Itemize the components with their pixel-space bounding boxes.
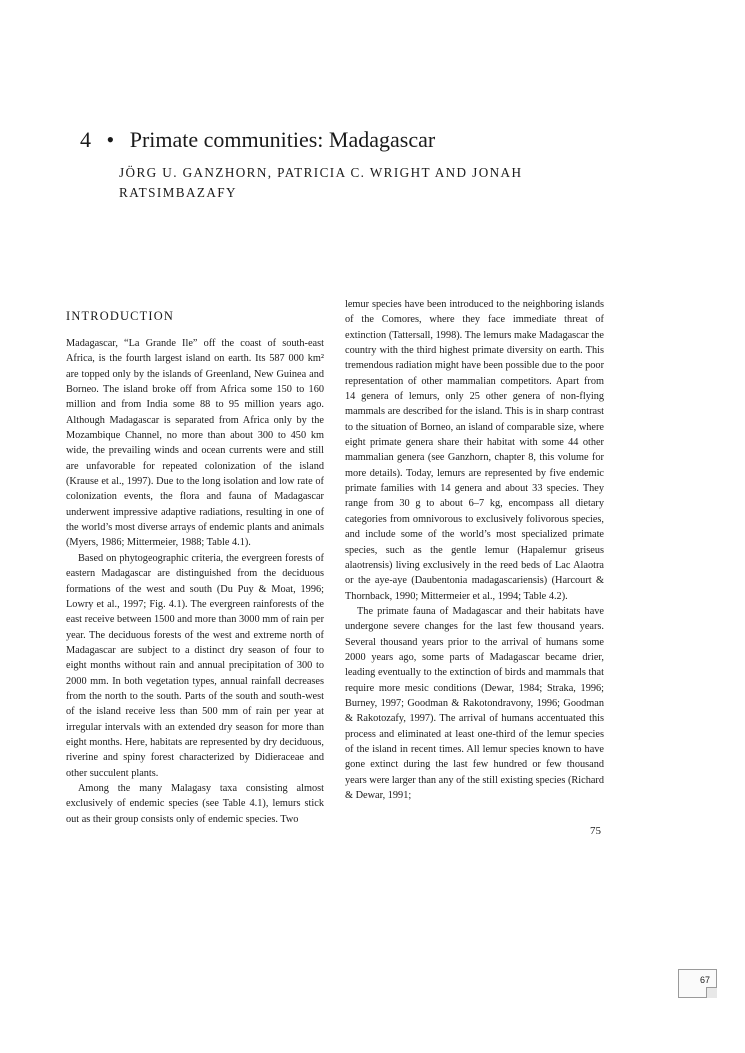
author-list: JÖRG U. GANZHORN, PATRICIA C. WRIGHT AND JONAH RATSIMBAZAFY xyxy=(119,165,523,200)
paragraph: Madagascar, “La Grande Ile” off the coast of south-east Africa, is the fourth largest island on earth. Its 587 000 km² are topped only by the islands of Greenland, New Guinea and Borneo. The island broke off from Africa some 150 to 160 million and from India some 88 to 95 million years ago. Although Madagascar is separated from Africa only by the Mozambique Channel, no more than about 300 to 450 km wide, the prevailing winds and ocean currents were and still are unfavorable for repeated colonization of the island (Krause et al., 1997). Due to the long isolation and low rate of colonization events, the flora and fauna of Madagascar underwent impressive adaptive radiations, resulting in one of the world’s most diverse arrays of endemic plants and animals (Myers, 1986; Mittermeier, 1988; Table 4.1). xyxy=(66,338,324,549)
paragraph: The primate fauna of Madagascar and their habitats have undergone severe changes for the last few thousand years. Several thousand years prior to the arrival of humans some 2000 years ago, some parts of Madagascar became drier, leading eventually to the extinction of birds and mammals that require more mesic conditions (Dewar, 1984; Straka, 1996; Burney, 1997; Goodman & Rakotondravony, 1996; Goodman & Rakotozafy, 1997). The arrival of humans accentuated this process and eliminated at least one-third of the lemur species of the island in recent times. All lemur species known to have gone extinct during the last few hundred or few thousand years were larger than any of the still existing species (Richard & Dewar, 1991; xyxy=(345,605,604,801)
page-stamp xyxy=(678,969,717,998)
chapter-title: Primate communities: Madagascar xyxy=(129,127,436,152)
left-column xyxy=(66,295,324,827)
stamp-number: 67 xyxy=(699,975,710,985)
paragraph: Based on phytogeographic criteria, the evergreen forests of eastern Madagascar are distinguished from the deciduous formations of the west and south (Du Puy & Moat, 1996; Lowry et al., 1997; Fig. 4.1). The evergreen rainforests of the east receive between 1500 and more than 3000 mm of rain per year. The deciduous forests of the west and extreme north of Madagascar are subject to a distinct dry season of four to eight months without rain and annual precipitation of 300 to 2000 mm. In both vegetation types, annual rainfall decreases from the north to the south. Parts of the south and south-west of the island receive less than 500 mm of rain per year at irregular intervals with an extended dry season for more than eight months. Here, habitats are represented by dry deciduous, riverine and spiny forest characterized by Didieraceae and other succulent plants. xyxy=(66,552,324,779)
right-column xyxy=(345,297,604,803)
page-number: 75 xyxy=(590,825,601,837)
chapter-heading xyxy=(80,127,435,153)
paragraph: Among the many Malagasy taxa consisting almost exclusively of endemic species (see Table 4.1), lemurs stick out as their group consists only of endemic species. Two xyxy=(66,782,324,825)
paragraph: lemur species have been introduced to the neighboring islands of the Comores, where they face immediate threat of extinction (Tattersall, 1998). The lemurs make Madagascar the country with the third highest primate diversity on earth. This tremendous radiation might have been possible due to the poor representation of other mammalian competitors. Apart from 14 genera of lemurs, only 25 other genera of non-flying mammals are described for the island. This is in sharp contrast to the situation of Borneo, an island of comparable size, where eight primate genera share their habitat with some 44 other mammalian genera (see Ganzhorn, chapter 8, this volume for more details). Today, lemurs are represented by five endemic primate families with 14 genera and about 33 species. They range from 30 g to about 6–7 kg, encompass all dietary categories from omnivorous to exclusively folivorous species, and include some of the world’s most specialized primate species, such as the gentle lemur (Hapalemur griseus alaotrensis) living exclusively in the reed beds of Lac Alaotra or the aye-aye (Daubentonia madagascariensis) (Harcourt & Thornback, 1990; Mittermeier et al., 1994; Table 4.2). xyxy=(345,299,604,602)
chapter-number: 4 xyxy=(80,127,91,152)
chapter-separator: • xyxy=(106,127,115,152)
section-title: INTRODUCTION xyxy=(66,309,175,323)
page-curl-icon xyxy=(706,987,717,998)
